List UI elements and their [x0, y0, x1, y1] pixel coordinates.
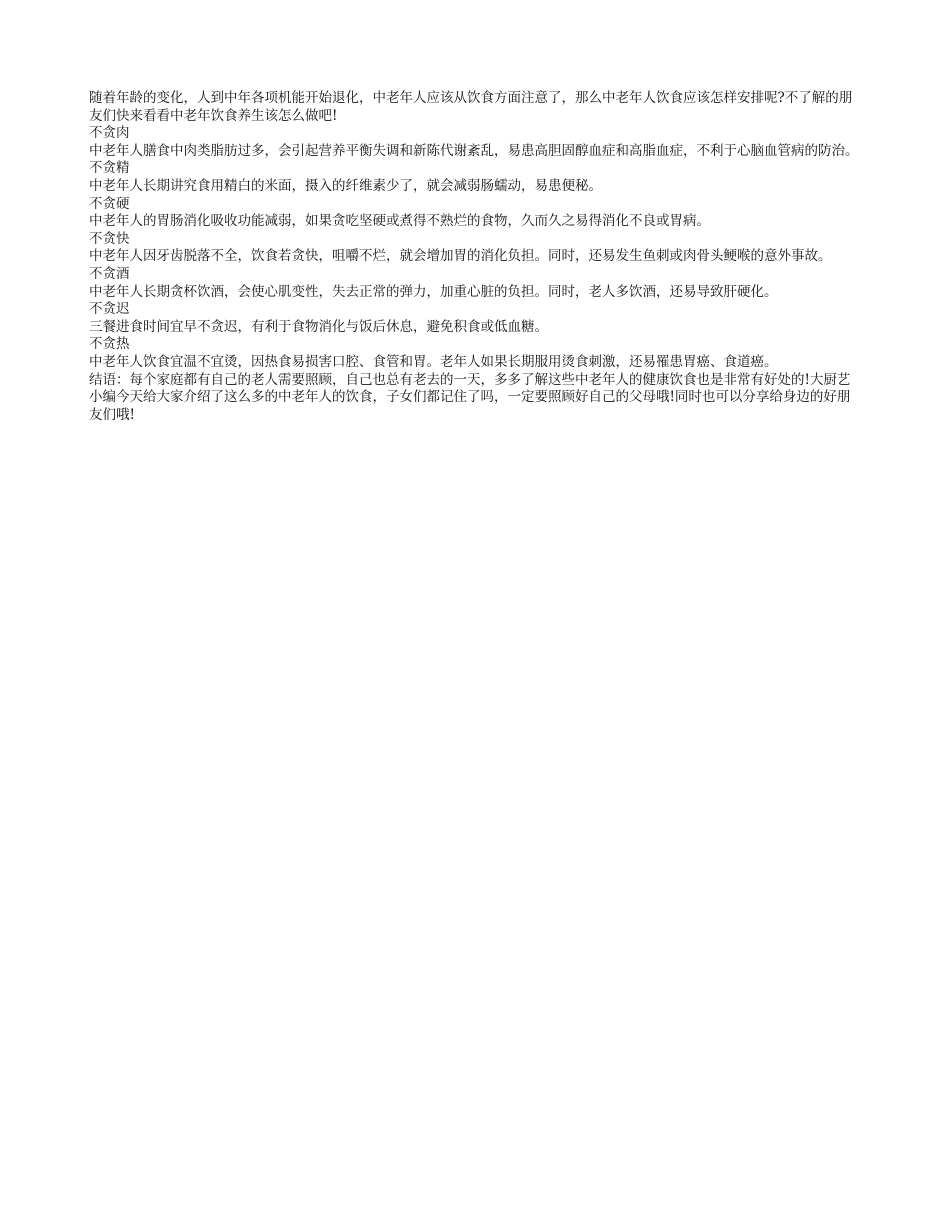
section-heading-alcohol: 不贪酒 [89, 265, 130, 282]
section-heading-fast: 不贪快 [89, 230, 130, 247]
section-body-hot: 中老年人饮食宜温不宜烫，因热食易损害口腔、食管和胃。老年人如果长期服用烫食刺激，还易罹患胃癌、食道癌。 [89, 353, 778, 370]
section-heading-hard: 不贪硬 [89, 195, 130, 212]
article-body [89, 90, 861, 424]
conclusion-paragraph: 结语：每个家庭都有自己的老人需要照顾，自己也总有老去的一天，多多了解这些中老年人的健康饮食也是非常有好处的!大厨艺小编今天给大家介绍了这么多的中老年人的饮食，子女们都记住了吗，一定要照顾好自己的父母哦!同时也可以分享给身边的好朋友们哦! [89, 371, 851, 423]
section-body-meat: 中老年人膳食中肉类脂肪过多，会引起营养平衡失调和新陈代谢紊乱，易患高胆固醇血症和高脂血症，不利于心脑血管病的防治。 [89, 142, 859, 159]
section-body-alcohol: 中老年人长期贪杯饮酒，会使心肌变性，失去正常的弹力，加重心脏的负担。同时，老人多饮酒，还易导致肝硬化。 [89, 283, 778, 300]
intro-paragraph: 随着年龄的变化，人到中年各项机能开始退化，中老年人应该从饮食方面注意了，那么中老年人饮食应该怎样安排呢?不了解的朋友们快来看看中老年饮食养生该怎么做吧! [89, 90, 853, 124]
section-heading-meat: 不贪肉 [89, 125, 130, 142]
section-heading-hot: 不贪热 [89, 336, 130, 353]
section-body-refined: 中老年人长期讲究食用精白的米面，摄入的纤维素少了，就会减弱肠蠕动，易患便秘。 [89, 177, 602, 194]
section-body-late: 三餐进食时间宜早不贪迟，有利于食物消化与饭后休息，避免积食或低血糖。 [89, 318, 548, 335]
section-heading-refined: 不贪精 [89, 160, 130, 177]
section-heading-late: 不贪迟 [89, 301, 130, 318]
section-body-fast: 中老年人因牙齿脱落不全，饮食若贪快，咀嚼不烂，就会增加胃的消化负担。同时，还易发生鱼刺或肉骨头鲠喉的意外事故。 [89, 248, 832, 265]
section-body-hard: 中老年人的胃肠消化吸收功能减弱，如果贪吃坚硬或煮得不熟烂的食物，久而久之易得消化不良或胃病。 [89, 213, 710, 230]
